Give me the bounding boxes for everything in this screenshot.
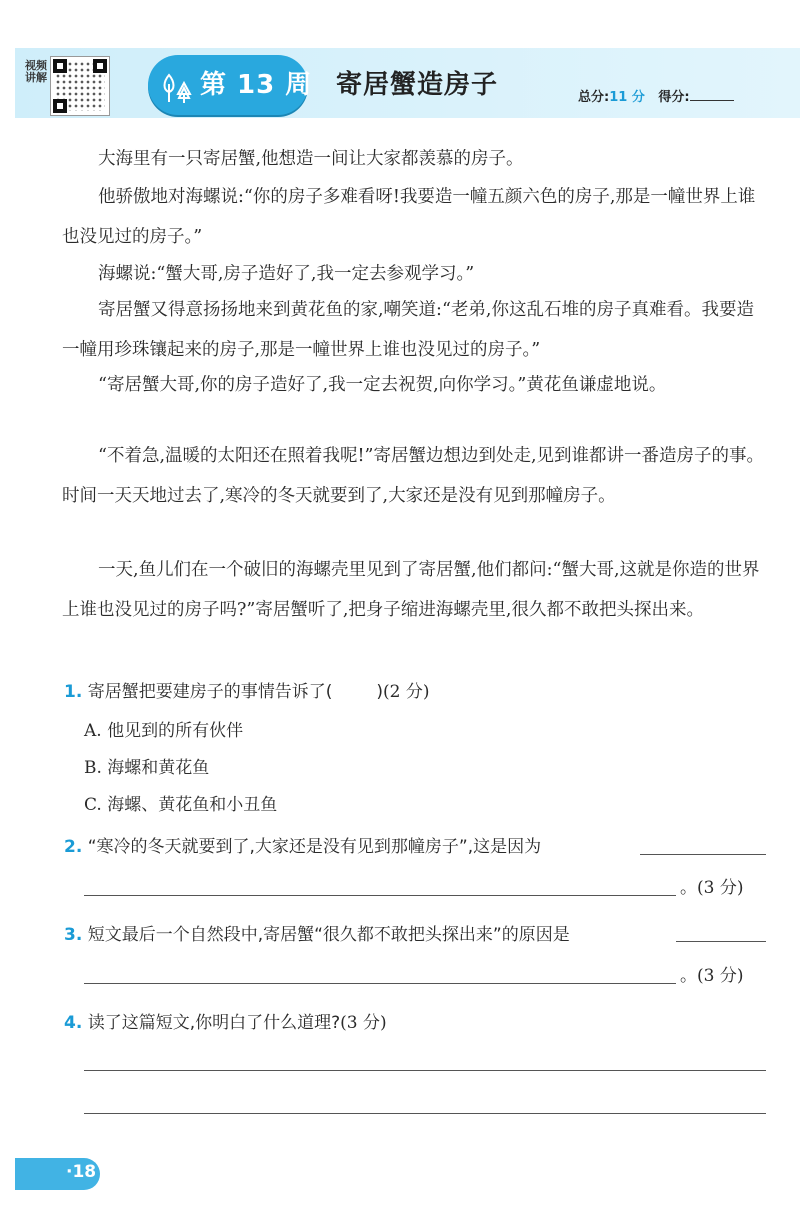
answer-line[interactable] [84,1113,766,1114]
question-3: 3. 短文最后一个自然段中,寄居蟹“很久都不敢把头探出来”的原因是 [64,925,570,945]
week-label: 第 13 周 [200,70,313,100]
answer-line[interactable] [84,983,676,984]
question-number: 1. [64,682,83,702]
option-b[interactable]: B. 海螺和黄花鱼 [84,758,210,778]
question-4: 4. 读了这篇短文,你明白了什么道理?(3 分) [64,1013,387,1033]
score-info [578,86,734,105]
score-blank[interactable] [690,88,734,101]
answer-line[interactable] [84,1070,766,1071]
qr-label: 视频讲解 [25,59,47,84]
option-c[interactable]: C. 海螺、黄花鱼和小丑鱼 [84,795,278,815]
page-number: ·18 [66,1162,97,1182]
total-label: 总分: [578,90,610,105]
page-title: 寄居蟹造房子 [336,70,499,100]
answer-line[interactable] [640,854,766,855]
question-number: 3. [64,925,83,945]
score-label: 得分: [658,90,690,105]
passage-paragraph: 一天,鱼儿们在一个破旧的海螺壳里见到了寄居蟹,他们都问:“蟹大哥,这就是你造的世界上谁也没见过的房子吗?”寄居蟹听了,把身子缩进海螺壳里,很久都不敢把头探出来。 [62,560,760,620]
answer-line[interactable] [676,941,766,942]
passage-paragraph: 海螺说:“蟹大哥,房子造好了,我一定去参观学习。” [98,264,475,284]
tree-icon [160,72,196,106]
question-1: 1. 寄居蟹把要建房子的事情告诉了( )(2 分) [64,682,430,702]
passage-paragraph: 寄居蟹又得意扬扬地来到黄花鱼的家,嘲笑道:“老弟,你这乱石堆的房子真难看。我要造一幢用珍珠镶起来的房子,那是一幢世界上谁也没见过的房子。” [62,300,754,360]
total-value: 11 分 [609,90,645,105]
question-number: 2. [64,837,83,857]
option-a[interactable]: A. 他见到的所有伙伴 [84,721,244,741]
qr-code-icon[interactable] [50,56,110,116]
passage-paragraph: 他骄傲地对海螺说:“你的房子多难看呀!我要造一幢五颜六色的房子,那是一幢世界上谁也没见过的房子。” [62,187,756,247]
points-label: 。(3 分) [680,966,744,986]
points-label: 。(3 分) [680,878,744,898]
answer-line[interactable] [84,895,676,896]
passage-paragraph: “寄居蟹大哥,你的房子造好了,我一定去祝贺,向你学习。”黄花鱼谦虚地说。 [98,375,667,395]
passage-paragraph: 大海里有一只寄居蟹,他想造一间让大家都羡慕的房子。 [98,149,524,169]
passage-paragraph: “不着急,温暖的太阳还在照着我呢!”寄居蟹边想边到处走,见到谁都讲一番造房子的事。时间一天天地过去了,寒冷的冬天就要到了,大家还是没有见到那幢房子。 [62,446,765,506]
question-number: 4. [64,1013,83,1033]
question-2: 2. “寒冷的冬天就要到了,大家还是没有见到那幢房子”,这是因为 [64,837,542,857]
